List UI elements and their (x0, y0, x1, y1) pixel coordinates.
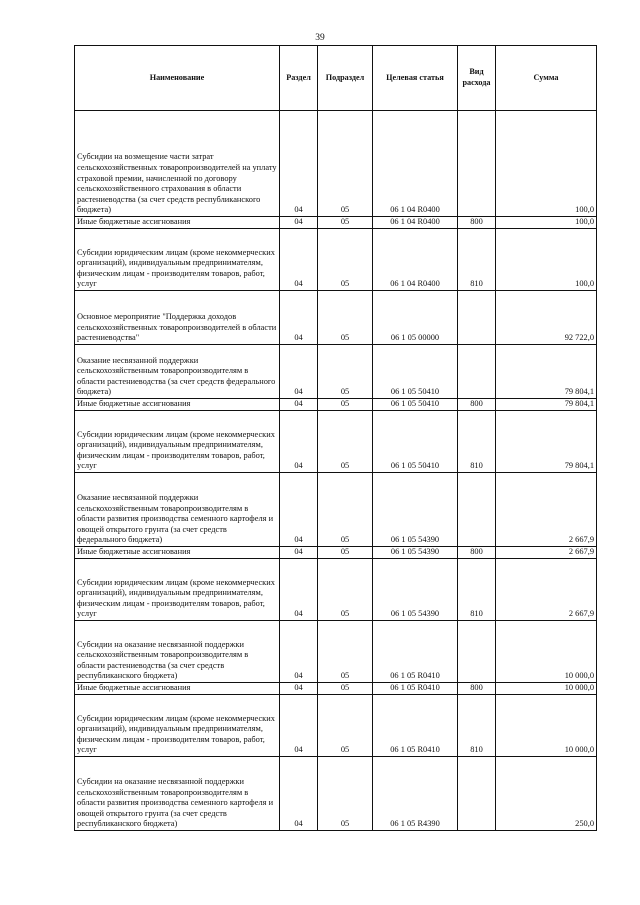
row-kind: 810 (458, 695, 496, 757)
row-name: Иные бюджетные ассигнования (75, 217, 280, 229)
row-section: 04 (280, 547, 318, 559)
row-subsection: 05 (318, 559, 373, 621)
row-section: 04 (280, 621, 318, 683)
row-kind: 810 (458, 411, 496, 473)
row-sum: 100,0 (496, 229, 597, 291)
row-kind: 810 (458, 229, 496, 291)
row-sum: 79 804,1 (496, 411, 597, 473)
row-sum: 2 667,9 (496, 559, 597, 621)
row-target: 06 1 05 50410 (373, 399, 458, 411)
row-sum: 10 000,0 (496, 621, 597, 683)
row-kind (458, 621, 496, 683)
row-kind: 800 (458, 217, 496, 229)
table-row (75, 695, 597, 757)
row-sum: 79 804,1 (496, 345, 597, 399)
row-subsection: 05 (318, 473, 373, 547)
header-name: Наименование (75, 46, 280, 111)
row-subsection: 05 (318, 111, 373, 217)
row-subsection: 05 (318, 411, 373, 473)
row-section: 04 (280, 695, 318, 757)
table-row (75, 473, 597, 547)
row-kind (458, 473, 496, 547)
header-section: Раздел (280, 46, 318, 111)
row-kind: 800 (458, 399, 496, 411)
row-target: 06 1 05 50410 (373, 345, 458, 399)
row-target: 06 1 05 50410 (373, 411, 458, 473)
row-subsection: 05 (318, 399, 373, 411)
row-section: 04 (280, 291, 318, 345)
row-subsection: 05 (318, 547, 373, 559)
row-section: 04 (280, 217, 318, 229)
row-kind: 800 (458, 683, 496, 695)
header-sum: Сумма (496, 46, 597, 111)
row-name: Субсидии на оказание несвязанной поддержки сельскохозяйственным товаропроизводителям в области растениеводства (за счет средств республиканского бюджета) (75, 621, 280, 683)
row-target: 06 1 04 R0400 (373, 217, 458, 229)
row-kind (458, 111, 496, 217)
row-name: Субсидии юридическим лицам (кроме некоммерческих организаций), индивидуальным предпринимателям, физическим лицам - производителям товаров, работ, услуг (75, 695, 280, 757)
row-name: Иные бюджетные ассигнования (75, 683, 280, 695)
row-section: 04 (280, 411, 318, 473)
row-subsection: 05 (318, 229, 373, 291)
row-name: Иные бюджетные ассигнования (75, 399, 280, 411)
row-name: Субсидии юридическим лицам (кроме некоммерческих организаций), индивидуальным предпринимателям, физическим лицам - производителям товаров, работ, услуг (75, 559, 280, 621)
row-name: Оказание несвязанной поддержки сельскохозяйственным товаропроизводителям в области развития производства семенного картофеля и овощей открытого грунта (за счет средств федерального бюджета) (75, 473, 280, 547)
row-section: 04 (280, 345, 318, 399)
row-section: 04 (280, 399, 318, 411)
row-sum: 250,0 (496, 757, 597, 831)
row-sum: 10 000,0 (496, 695, 597, 757)
table-row (75, 683, 597, 695)
row-sum: 92 722,0 (496, 291, 597, 345)
table-row (75, 547, 597, 559)
row-subsection: 05 (318, 621, 373, 683)
row-subsection: 05 (318, 345, 373, 399)
row-section: 04 (280, 473, 318, 547)
row-kind (458, 757, 496, 831)
table-row (75, 217, 597, 229)
row-target: 06 1 05 R4390 (373, 757, 458, 831)
table-row (75, 111, 597, 217)
header-target: Целевая статья (373, 46, 458, 111)
row-target: 06 1 05 R0410 (373, 683, 458, 695)
row-kind: 810 (458, 559, 496, 621)
row-sum: 2 667,9 (496, 473, 597, 547)
row-sum: 2 667,9 (496, 547, 597, 559)
header-kind: Вид расхода (458, 46, 496, 111)
row-target: 06 1 04 R0400 (373, 229, 458, 291)
row-sum: 100,0 (496, 111, 597, 217)
page-number: 39 (315, 33, 325, 43)
row-subsection: 05 (318, 695, 373, 757)
table-row (75, 229, 597, 291)
row-kind (458, 291, 496, 345)
table-row (75, 559, 597, 621)
row-section: 04 (280, 683, 318, 695)
table-row (75, 345, 597, 399)
row-subsection: 05 (318, 683, 373, 695)
row-kind (458, 345, 496, 399)
row-subsection: 05 (318, 757, 373, 831)
row-sum: 100,0 (496, 217, 597, 229)
table-row (75, 411, 597, 473)
row-section: 04 (280, 757, 318, 831)
row-name: Основное мероприятие "Поддержка доходов сельскохозяйственных товаропроизводителей в области растениеводства" (75, 291, 280, 345)
table-row (75, 621, 597, 683)
row-target: 06 1 05 00000 (373, 291, 458, 345)
row-subsection: 05 (318, 217, 373, 229)
row-sum: 79 804,1 (496, 399, 597, 411)
row-name: Субсидии юридическим лицам (кроме некоммерческих организаций), индивидуальным предпринимателям, физическим лицам - производителям товаров, работ, услуг (75, 411, 280, 473)
row-target: 06 1 05 54390 (373, 559, 458, 621)
table-row (75, 399, 597, 411)
budget-table (74, 45, 597, 831)
row-target: 06 1 05 R0410 (373, 621, 458, 683)
header-subsection: Подраздел (318, 46, 373, 111)
row-section: 04 (280, 229, 318, 291)
row-sum: 10 000,0 (496, 683, 597, 695)
row-target: 06 1 05 54390 (373, 547, 458, 559)
row-target: 06 1 05 54390 (373, 473, 458, 547)
table-row (75, 291, 597, 345)
row-target: 06 1 05 R0410 (373, 695, 458, 757)
row-target: 06 1 04 R0400 (373, 111, 458, 217)
row-name: Субсидии юридическим лицам (кроме некоммерческих организаций), индивидуальным предпринимателям, физическим лицам - производителям товаров, работ, услуг (75, 229, 280, 291)
row-kind: 800 (458, 547, 496, 559)
row-section: 04 (280, 111, 318, 217)
row-name: Субсидии на оказание несвязанной поддержки сельскохозяйственным товаропроизводителям в области развития производства семенного картофеля и овощей открытого грунта (за счет средств республиканского бюджета) (75, 757, 280, 831)
row-section: 04 (280, 559, 318, 621)
row-name: Субсидии на возмещение части затрат сельскохозяйственных товаропроизводителей на уплату страховой премии, начисленной по договору сельскохозяйственного страхования в области растениеводства (за счет средств республиканского бюджета) (75, 111, 280, 217)
row-name: Оказание несвязанной поддержки сельскохозяйственным товаропроизводителям в области растениеводства (за счет средств федерального бюджета) (75, 345, 280, 399)
row-subsection: 05 (318, 291, 373, 345)
row-name: Иные бюджетные ассигнования (75, 547, 280, 559)
table-row (75, 757, 597, 831)
table-header-row (75, 46, 597, 111)
